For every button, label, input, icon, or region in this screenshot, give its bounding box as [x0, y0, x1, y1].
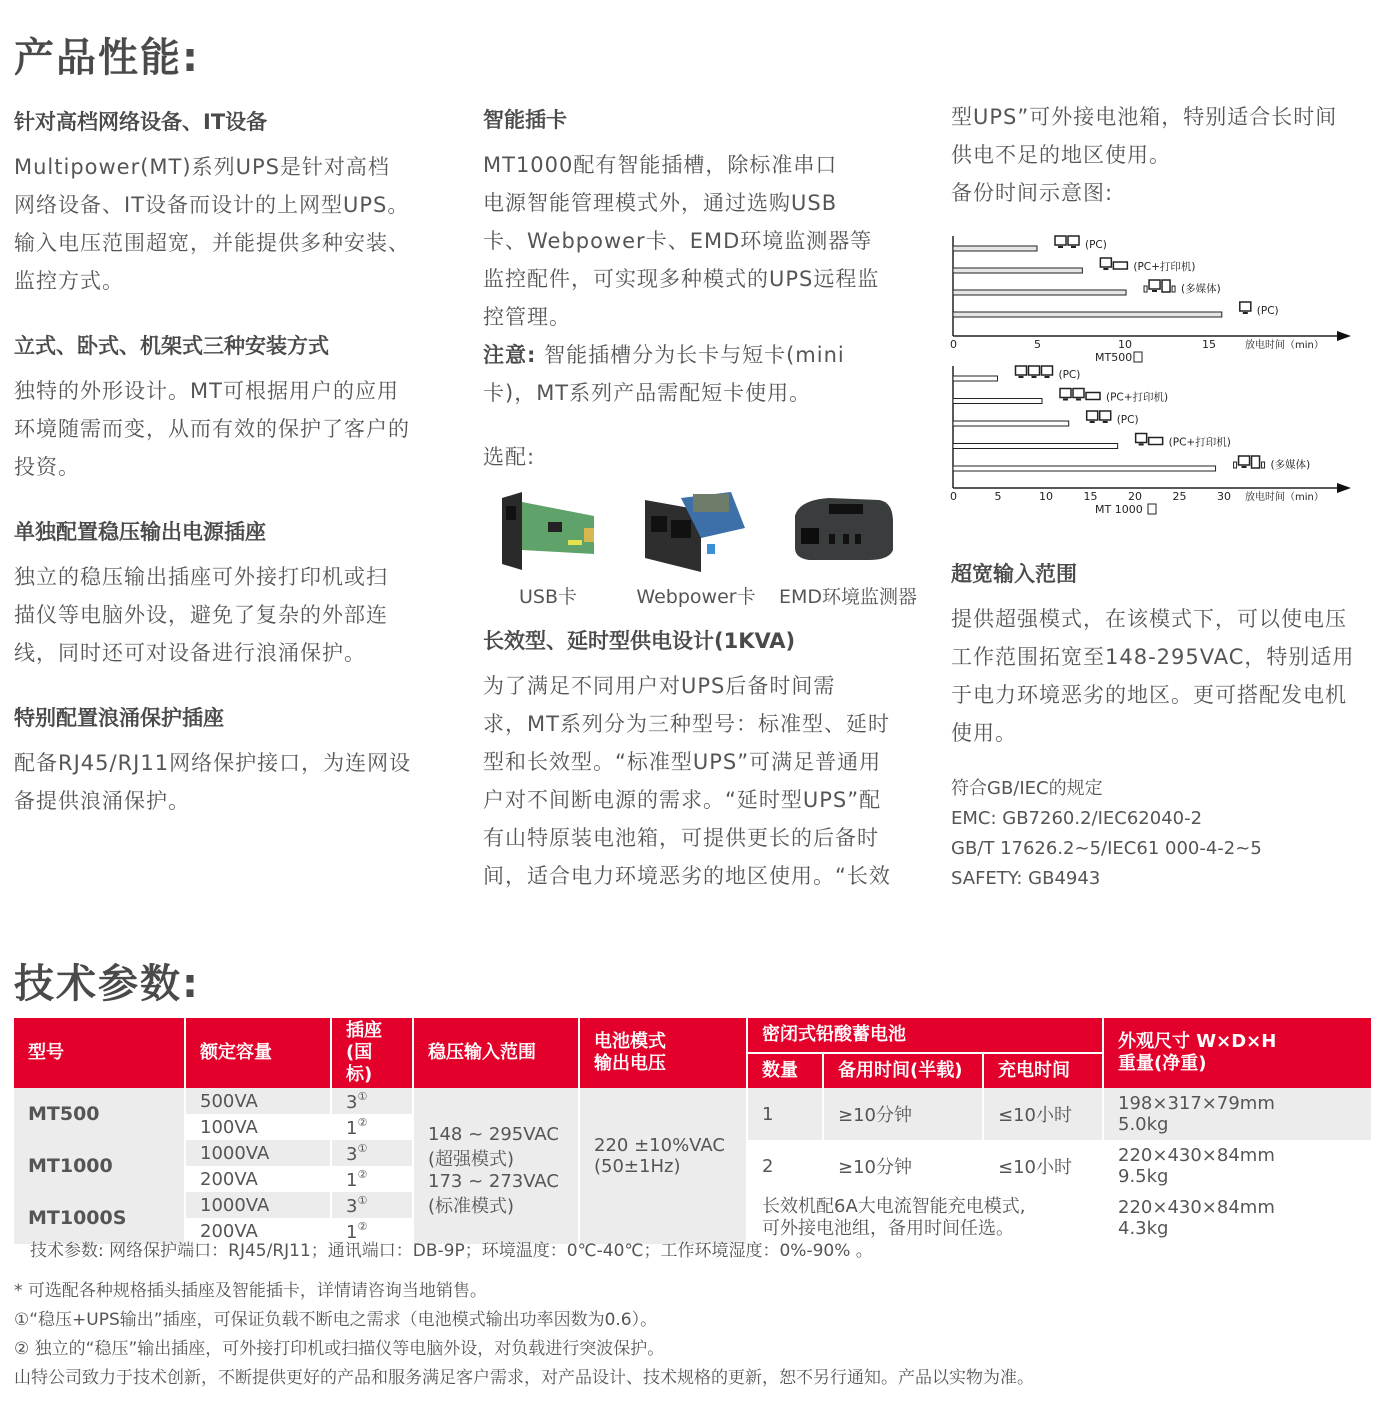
bar: [953, 376, 998, 381]
backup-cell: ≥10分钟: [824, 1088, 984, 1140]
long-design-title: 长效型、延时型供电设计(1KVA): [483, 629, 796, 653]
bar-label: (PC): [1058, 369, 1081, 381]
monitor-stand: [1090, 421, 1095, 423]
monitor-icon: [1029, 366, 1040, 375]
monitor-stand: [1063, 399, 1068, 401]
bar-icons: [1144, 280, 1175, 292]
monitor-icon: [1055, 236, 1066, 245]
text-line: 173 ~ 273VAC: [428, 1171, 559, 1192]
monitor-stand: [1071, 246, 1076, 248]
weight-value: 4.3kg: [1118, 1218, 1169, 1239]
printer-icon: [1086, 393, 1100, 400]
monitor-stand: [1045, 376, 1050, 378]
monitor-stand: [1243, 312, 1248, 314]
feature-title: 立式、卧式、机架式三种安装方式: [14, 334, 329, 358]
charge-cell: ≤10小时: [984, 1140, 1104, 1192]
dimension-value: 198×317×79mm: [1118, 1093, 1275, 1114]
feature-title: 单独配置稳压输出电源插座: [14, 520, 266, 544]
features-column-3: [951, 98, 1381, 212]
header-capacity: 额定容量: [186, 1018, 332, 1088]
text-line: 监控方式。: [14, 269, 124, 293]
footnote-mark: ②: [357, 1219, 368, 1233]
monitor-icon: [1100, 411, 1111, 420]
monitor-icon: [1016, 366, 1027, 375]
text-line: 卡)，MT系列产品需配短卡使用。: [483, 381, 812, 405]
feature-text: [14, 148, 454, 300]
emd-monitor-image: [779, 486, 909, 576]
chart-0: [950, 236, 1351, 364]
weight-value: 9.5kg: [1118, 1166, 1169, 1187]
bar-icons: [1087, 411, 1111, 423]
standard-item: GB/T 17626.2~5/IEC61 000-4-2~5: [951, 838, 1262, 859]
speaker-icon: [1144, 286, 1147, 292]
bar-label: (PC): [1085, 239, 1107, 251]
text-line: 型UPS”可外接电池箱，特别适合长时间: [951, 105, 1338, 129]
header-dimensions: [1104, 1018, 1371, 1088]
text-line: 输入电压范围超宽，并能提供多种安装、: [14, 231, 410, 255]
x-tick-label: 10: [1118, 338, 1132, 351]
backup-time-chart: [945, 232, 1365, 522]
accessory-emd-monitor: [779, 486, 918, 609]
text-line: 148 ~ 295VAC: [428, 1124, 559, 1145]
bar: [953, 246, 1037, 251]
dimension-cell: [1104, 1088, 1371, 1140]
bar-label: (PC+打印机): [1168, 436, 1231, 449]
feature-it-devices: [14, 106, 454, 300]
text-line: 220 ±10%VAC: [594, 1135, 725, 1156]
accessory-label: USB卡: [518, 586, 577, 608]
x-tick-label: 15: [1083, 490, 1098, 503]
capacity-cell: 200VA: [186, 1166, 332, 1192]
qty-cell: 2: [748, 1140, 824, 1192]
monitor-stand: [1019, 376, 1024, 378]
standards-list: [951, 774, 1381, 894]
note-label: 注意:: [483, 343, 537, 367]
monitor-stand: [1242, 466, 1247, 468]
text-line: 为了满足不同用户对UPS后备时间需: [483, 674, 836, 698]
header-dim-line1: 外观尺寸 W×D×H: [1118, 1031, 1277, 1052]
standard-item: SAFETY: GB4943: [951, 868, 1101, 889]
bar-icons: [1100, 258, 1127, 270]
footnote-mark: ②: [357, 1115, 368, 1129]
model-cell: MT500: [14, 1088, 186, 1140]
input-range-cell: [414, 1088, 580, 1244]
optional-label: 选配:: [483, 445, 536, 469]
bar-icons: [1060, 389, 1100, 401]
socket-cell: [332, 1166, 414, 1192]
header-battery-output-line2: 输出电压: [594, 1053, 666, 1074]
text-line: 工作范围拓宽至148-295VAC，特别适用: [951, 645, 1355, 669]
bar-label: (PC+打印机): [1133, 261, 1196, 273]
qty-cell: 1: [748, 1088, 824, 1140]
socket-cell: [332, 1114, 414, 1140]
model-cell: MT1000S: [14, 1192, 186, 1244]
bar-label: (PC): [1256, 305, 1279, 317]
socket-count: 1: [346, 1117, 358, 1139]
feature-text: [14, 744, 454, 820]
monitor-icon: [1068, 236, 1079, 245]
x-tick-label: 25: [1172, 490, 1187, 503]
dimension-value: 220×430×84mm: [1118, 1145, 1275, 1166]
text-line: 网络设备、IT设备而设计的上网型UPS。: [14, 193, 410, 217]
text-line: 独特的外形设计。MT可根据用户的应用: [14, 379, 399, 403]
socket-count: 3: [346, 1195, 358, 1217]
footnote-1: ①“稳压+UPS输出”插座，可保证负载不断电之需求（电池模式输出功率因数为0.6）。: [14, 1310, 658, 1330]
long-design-text: [483, 667, 913, 895]
text-line: 备份时间示意图:: [951, 181, 1114, 205]
x-tick-label: 0: [950, 338, 957, 351]
text-line: (50±1Hz): [594, 1156, 681, 1177]
x-tick-label: 15: [1202, 338, 1216, 351]
header-input-range: 稳压输入范围: [414, 1018, 580, 1088]
text-line: (超强模式): [428, 1149, 515, 1170]
monitor-stand: [1152, 290, 1157, 292]
bar: [953, 312, 1222, 317]
monitor-stand: [1139, 444, 1144, 446]
feature-text: [14, 558, 454, 672]
dimension-cell: [1104, 1140, 1371, 1192]
x-tick-label: 5: [994, 490, 1002, 503]
header-backup: 备用时间(半载): [824, 1054, 984, 1088]
backup-time-chart-svg: [945, 232, 1365, 522]
bar-icons: [1136, 434, 1163, 446]
monitor-icon: [1087, 411, 1098, 420]
chart-title: MT500: [1095, 351, 1133, 364]
text-line: 户对不间断电源的需求。“延时型UPS”配: [483, 788, 882, 812]
feature-title: 特别配置浪涌保护插座: [14, 706, 224, 730]
socket-cell: [332, 1192, 414, 1218]
backup-cell: ≥10分钟: [824, 1140, 984, 1192]
bar: [953, 444, 1118, 449]
text-line: 投资。: [14, 455, 80, 479]
wide-input-title: 超宽输入范围: [951, 562, 1077, 586]
text-line: MT1000配有智能插槽，除标准串口: [483, 153, 838, 177]
text-line: 使用。: [951, 721, 1017, 745]
text-line: 电源智能管理模式外，通过选购USB: [483, 191, 838, 215]
printer-icon: [1149, 438, 1163, 445]
text-line: 备提供浪涌保护。: [14, 789, 190, 813]
bar-icons: [1016, 366, 1053, 378]
socket-count: 1: [346, 1221, 358, 1243]
accessory-label: EMD环境监测器: [779, 586, 918, 608]
text-line: 卡、Webpower卡、EMD环境监测器等: [483, 229, 873, 253]
legend-swatch: [1148, 504, 1156, 514]
wide-input-text: [951, 600, 1381, 752]
socket-cell: [332, 1140, 414, 1166]
socket-count: 1: [346, 1169, 358, 1191]
bar: [953, 466, 1216, 471]
accessory-usb-card: [483, 486, 613, 609]
bar-icons: [1240, 302, 1251, 314]
smart-card-title: 智能插卡: [483, 108, 567, 132]
footnote-mark: ②: [357, 1167, 368, 1181]
text-line: 环境随需而变，从而有效的保护了客户的: [14, 417, 410, 441]
text-line: 提供超强模式，在该模式下，可以使电压: [951, 607, 1347, 631]
x-axis-arrow: [1337, 331, 1351, 341]
bar-label: (PC): [1116, 414, 1139, 426]
standard-item: 符合GB/IEC的规定: [951, 778, 1103, 799]
x-axis-label: 放电时间（min）: [1245, 492, 1324, 503]
bar: [953, 399, 1042, 404]
text-line: 描仪等电脑外设，避免了复杂的外部连: [14, 603, 388, 627]
feature-regulated-socket: [14, 516, 454, 672]
socket-cell: [332, 1088, 414, 1114]
wide-input-section: [951, 558, 1381, 894]
note-line: [483, 336, 913, 374]
weight-value: 5.0kg: [1118, 1114, 1169, 1135]
header-socket: [332, 1018, 414, 1088]
monitor-icon: [1149, 280, 1160, 289]
monitor-stand: [1058, 246, 1063, 248]
speaker-icon: [1172, 286, 1175, 292]
text-line: 间，适合电力环境恶劣的地区使用。“长效: [483, 864, 891, 888]
text-line: 有山特原装电池箱，可提供更长的后备时: [483, 826, 879, 850]
text-line: (标准模式): [428, 1196, 515, 1217]
monitor-icon: [1073, 389, 1084, 398]
x-tick-label: 5: [1034, 338, 1041, 351]
feature-text: [14, 372, 454, 486]
footnote-mark: ①: [357, 1089, 368, 1103]
capacity-cell: 500VA: [186, 1088, 332, 1114]
bar-icons: [1234, 456, 1265, 468]
bar: [953, 290, 1126, 295]
legend-swatch: [1134, 352, 1142, 362]
x-axis-arrow: [1337, 483, 1351, 493]
x-tick-label: 0: [950, 490, 957, 503]
header-qty: 数量: [748, 1054, 824, 1088]
standard-item: EMC: GB7260.2/IEC62040-2: [951, 808, 1203, 829]
text-line: 独立的稳压输出插座可外接打印机或扫: [14, 565, 388, 589]
text-line: 控管理。: [483, 305, 571, 329]
note-text: 智能插槽分为长卡与短卡(mini: [536, 343, 845, 367]
features-column-1: [14, 106, 454, 820]
footnote-mark: ①: [357, 1141, 368, 1155]
battery-output-cell: [580, 1088, 748, 1244]
chart-title: MT 1000: [1095, 503, 1143, 516]
x-tick-label: 10: [1039, 490, 1053, 503]
speaker-icon: [1234, 462, 1237, 468]
x-tick-label: 30: [1217, 490, 1231, 503]
usb-card-image: [483, 486, 613, 576]
footnote-disclaimer: 山特公司致力于技术创新，不断提供更好的产品和服务满足客户需求，对产品设计、技术规格的更新，恕不另行通知。产品以实物为准。: [14, 1368, 1034, 1388]
footnote-mark: ①: [357, 1193, 368, 1207]
features-column-2: [483, 104, 918, 895]
bar-icons: [1055, 236, 1079, 248]
monitor-icon: [1239, 456, 1250, 465]
text-line: 求，MT系列分为三种型号：标准型、延时: [483, 712, 890, 736]
accessories-list: [483, 486, 918, 609]
text-line: 型和长效型。“标准型UPS”可满足普通用: [483, 750, 882, 774]
monitor-icon: [1136, 434, 1147, 443]
header-socket-line1: 插座: [346, 1020, 382, 1041]
text-line: 可外接电池组，备用时间任选。: [762, 1218, 1014, 1239]
webpower-card-image: [631, 486, 761, 576]
accessory-label: Webpower卡: [636, 586, 756, 608]
charge-cell: ≤10小时: [984, 1088, 1104, 1140]
socket-count: 3: [346, 1091, 358, 1113]
bar: [953, 421, 1069, 426]
bar-label: (多媒体): [1181, 283, 1221, 295]
capacity-cell: 100VA: [186, 1114, 332, 1140]
monitor-icon: [1042, 366, 1053, 375]
printer-icon: [1113, 262, 1127, 269]
page-title-performance: 产品性能:: [14, 35, 200, 81]
monitor-icon: [1240, 302, 1251, 311]
tower-icon: [1162, 280, 1170, 292]
footnote-2: ② 独立的“稳压”输出插座，可外接打印机或扫描仪等电脑外设，对负载进行突波保护。: [14, 1339, 665, 1359]
smart-card-text: [483, 146, 913, 412]
capacity-cell: 1000VA: [186, 1192, 332, 1218]
bar-label: (PC+打印机): [1106, 391, 1169, 404]
header-battery-group: 密闭式铅酸蓄电池: [748, 1018, 1104, 1054]
text-line: 供电不足的地区使用。: [951, 143, 1171, 167]
text-line: 线，同时还可对设备进行浪涌保护。: [14, 641, 366, 665]
feature-surge-socket: [14, 702, 454, 820]
dimension-cell: [1104, 1192, 1371, 1244]
feature-title: 针对高档网络设备、IT设备: [14, 110, 268, 134]
chart-1: [950, 366, 1351, 516]
monitor-icon: [1060, 389, 1071, 398]
text-line: 监控配件，可实现多种模式的UPS远程监: [483, 267, 880, 291]
feature-install-modes: [14, 330, 454, 486]
capacity-cell: 200VA: [186, 1218, 332, 1244]
monitor-stand: [1103, 268, 1108, 270]
x-axis-label: 放电时间（min）: [1245, 340, 1324, 351]
header-battery-output-line1: 电池模式: [594, 1031, 666, 1052]
accessory-webpower-card: [631, 486, 761, 609]
long-design-continued: [951, 98, 1381, 212]
monitor-stand: [1076, 399, 1081, 401]
bar: [953, 268, 1082, 273]
page-title-specs: 技术参数:: [14, 961, 200, 1007]
socket-count: 3: [346, 1143, 358, 1165]
header-model: 型号: [14, 1018, 186, 1088]
capacity-cell: 1000VA: [186, 1140, 332, 1166]
header-socket-line2: (国标): [346, 1042, 373, 1085]
header-battery-output: [580, 1018, 748, 1088]
footnote-optional: * 可选配各种规格插头插座及智能插卡，详情请咨询当地销售。: [14, 1281, 487, 1301]
dimension-value: 220×430×84mm: [1118, 1197, 1275, 1218]
monitor-stand: [1103, 421, 1108, 423]
table-row: [14, 1088, 1371, 1114]
text-line: Multipower(MT)系列UPS是针对高档: [14, 155, 390, 179]
tower-icon: [1252, 456, 1260, 468]
text-line: 长效机配6A大电流智能充电模式,: [762, 1196, 1026, 1217]
bar-label: (多媒体): [1270, 459, 1311, 471]
tech-params-line: 技术参数: 网络保护端口：RJ45/RJ11；通讯端口：DB-9P；环境温度：0℃-40℃；工作环境湿度：0%-90% 。: [30, 1241, 873, 1261]
x-tick-label: 20: [1128, 490, 1142, 503]
spec-table: [14, 1018, 1371, 1244]
text-line: 配备RJ45/RJ11网络保护接口，为连网设: [14, 751, 412, 775]
text-line: 于电力环境恶劣的地区。更可搭配发电机: [951, 683, 1347, 707]
monitor-stand: [1032, 376, 1037, 378]
header-dim-line2: 重量(净重): [1118, 1053, 1207, 1074]
header-charge: 充电时间: [984, 1054, 1104, 1088]
monitor-icon: [1100, 258, 1111, 267]
model-cell: MT1000: [14, 1140, 186, 1192]
speaker-icon: [1262, 462, 1265, 468]
